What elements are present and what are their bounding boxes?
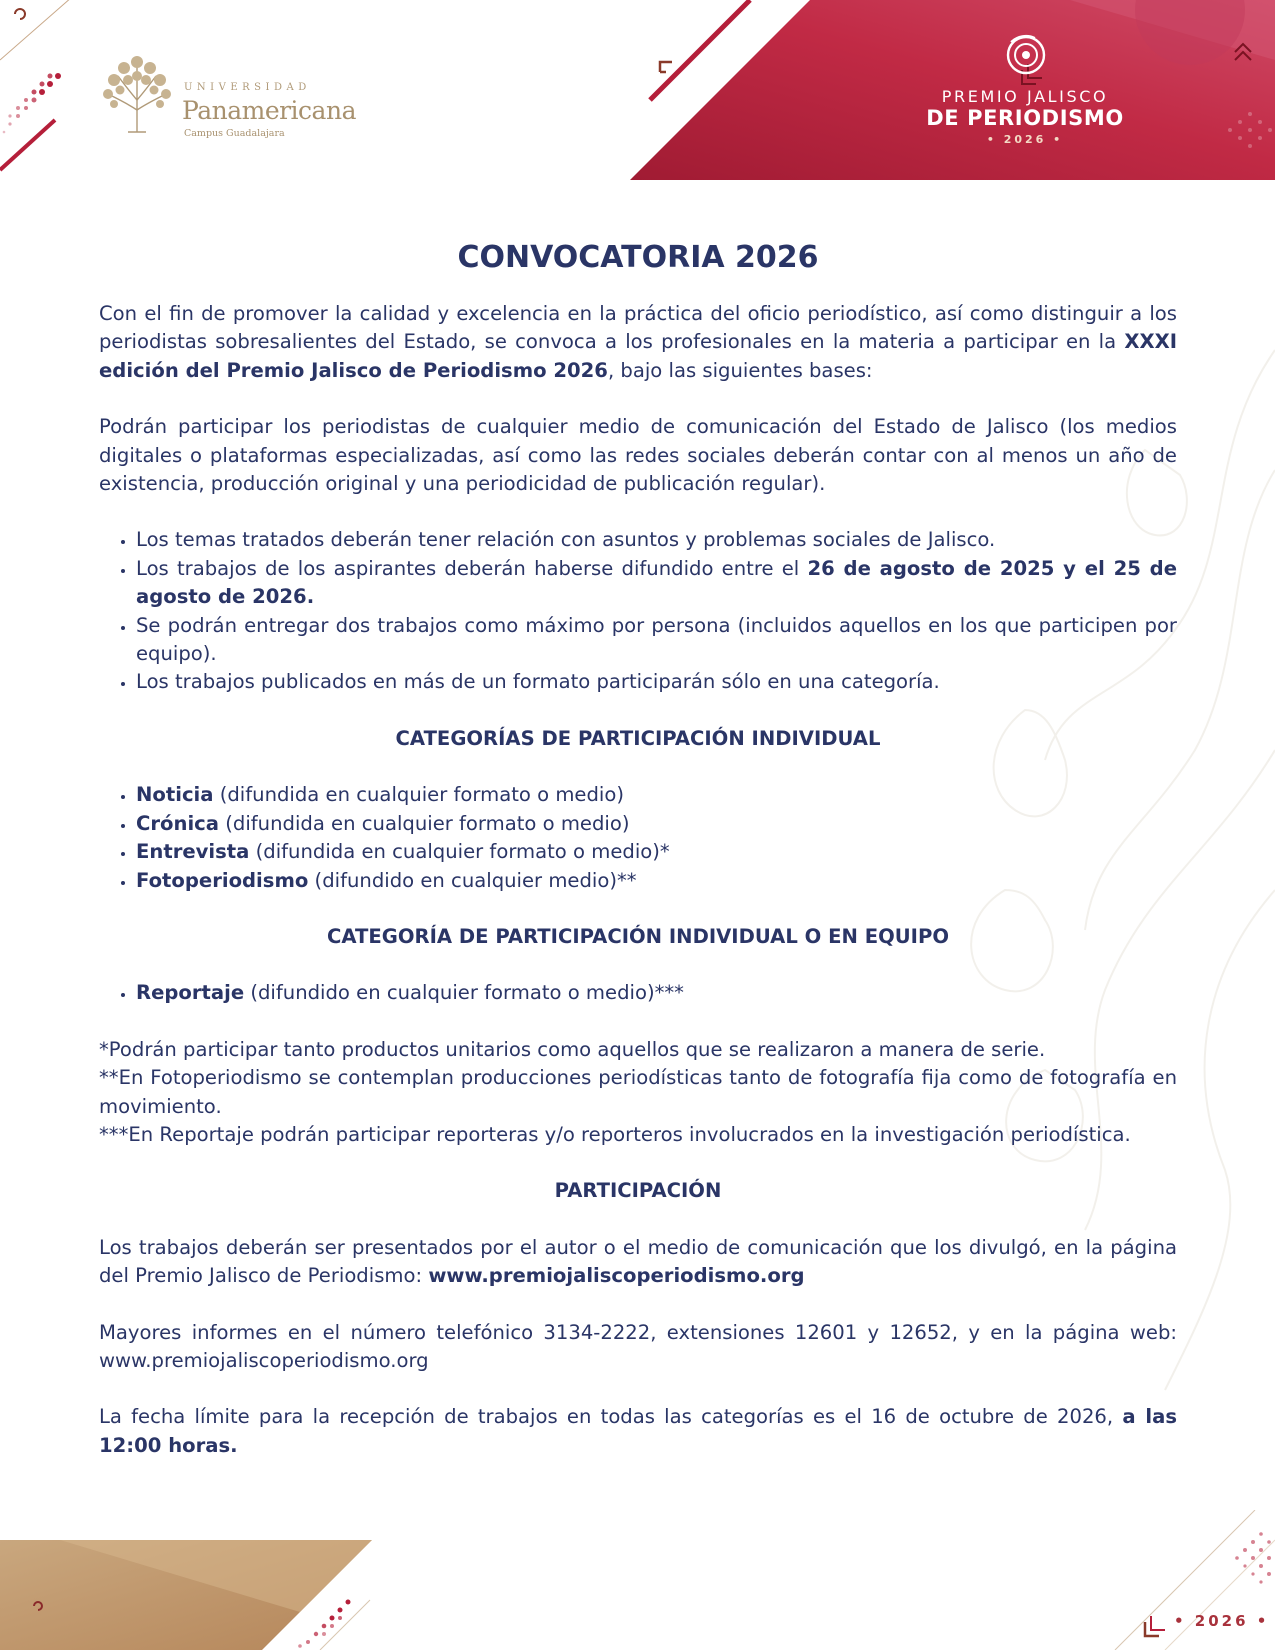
footnote: **En Fotoperiodismo se contemplan producciones periodísticas tanto de fotografía fija como de fotografía en movimiento. — [99, 1066, 1177, 1118]
participation-heading: PARTICIPACIÓN — [554, 1179, 722, 1203]
list-item: • Los trabajos publicados en más de un formato participarán sólo en una categoría. — [136, 668, 1177, 696]
list-item — [136, 979, 1177, 1007]
intro-paragraph — [99, 300, 1177, 385]
document-body — [99, 234, 1177, 1460]
intro-text-end: , bajo las siguientes bases: — [607, 358, 873, 382]
footnote: ***En Reportaje podrán participar reporteras y/o reporteros involucrados en la investigación periodística. — [99, 1122, 1131, 1146]
list-item — [136, 555, 1177, 612]
team-categories-list — [99, 979, 1177, 1007]
contact-paragraph — [99, 1319, 1177, 1376]
footer-decoration-left — [0, 1540, 380, 1650]
category-description: (difundida en cualquier formato o medio) — [219, 811, 630, 835]
footnotes — [99, 1036, 1177, 1150]
contact-text: Mayores informes en el número telefónico 3134-2222, extensiones 12601 y 12652, y en la página web: — [99, 1320, 1177, 1344]
category-name: Fotoperiodismo — [136, 868, 309, 892]
campus-label: Campus Guadalajara — [184, 128, 285, 139]
category-name: Reportaje — [136, 981, 245, 1005]
list-item — [136, 781, 1177, 809]
emblem-icon — [1005, 34, 1047, 76]
team-category-heading: CATEGORÍA DE PARTICIPACIÓN INDIVIDUAL O EN EQUIPO — [327, 924, 949, 948]
university-logo — [98, 52, 398, 142]
category-description: (difundida en cualquier formato o medio)* — [249, 840, 670, 864]
deadline-paragraph — [99, 1403, 1177, 1460]
category-name: Entrevista — [136, 840, 250, 864]
website-link[interactable]: www.premiojaliscoperiodismo.org — [99, 1348, 429, 1372]
category-name: Crónica — [136, 811, 220, 835]
premio-title-line1: PREMIO JALISCO — [941, 87, 1109, 106]
category-description: (difundido en cualquier formato o medio)*** — [244, 981, 684, 1005]
document-title: CONVOCATORIA 2026 — [457, 240, 819, 275]
footnote: *Podrán participar tanto productos unitarios como aquellos que se realizaron a manera de serie. — [99, 1037, 1046, 1061]
premio-logo — [920, 30, 1130, 150]
university-label: UNIVERSIDAD — [184, 82, 311, 93]
list-item: • Los temas tratados deberán tener relación con asuntos y problemas sociales de Jalisco. — [136, 526, 1177, 554]
tree-icon — [98, 52, 176, 136]
category-description: (difundido en cualquier medio)** — [308, 868, 637, 892]
list-item — [136, 867, 1177, 895]
footer-year: • 2026 • — [1174, 1612, 1270, 1630]
corner-decoration — [0, 0, 90, 190]
participation-text: Los trabajos deberán ser presentados por el autor o el medio de comunicación que los divulgó, en la página del Premio Jalisco de Periodismo: — [99, 1235, 1177, 1288]
individual-categories-heading: CATEGORÍAS DE PARTICIPACIÓN INDIVIDUAL — [395, 726, 881, 750]
list-item — [136, 838, 1177, 866]
eligibility-paragraph: Podrán participar los periodistas de cualquier medio de comunicación del Estado de Jalisco (los medios digitales o plataformas especializadas, así como las redes sociales deberán contar con al menos un año de existencia, producción original y una periodicidad de publicación regular). — [99, 415, 1177, 496]
bases-list — [99, 526, 1177, 696]
university-name: Panamericana — [182, 96, 356, 125]
list-item-text: Los trabajos de los aspirantes deberán haberse difundido entre el — [136, 556, 808, 580]
category-name: Noticia — [136, 783, 214, 807]
intro-highlight: XXXI edición del Premio Jalisco de Periodismo 2026 — [99, 330, 1177, 382]
list-item-highlight: 26 de agosto de 2025 y el 25 de agosto de 2026. — [136, 556, 1177, 609]
participation-paragraph — [99, 1234, 1177, 1291]
intro-text: Con el fin de promover la calidad y excelencia en la práctica del oficio periodístico, así como distinguir a los periodistas sobresalientes del Estado, se convoca a los profesionales en la materia a participar en la — [99, 302, 1177, 354]
category-description: (difundida en cualquier formato o medio) — [213, 783, 624, 807]
deadline-time: a las 12:00 horas. — [99, 1405, 1177, 1457]
website-link[interactable]: www.premiojaliscoperiodismo.org — [428, 1264, 805, 1288]
list-item — [136, 810, 1177, 838]
premio-year: • 2026 • — [986, 133, 1064, 146]
deadline-text: La fecha límite para la recepción de trabajos en todas las categorías es el 16 de octubre de 2026, — [99, 1405, 1123, 1429]
list-item: • Se podrán entregar dos trabajos como máximo por persona (incluidos aquellos en los que participen por equipo). — [136, 612, 1177, 669]
premio-title-line2: DE PERIODISMO — [926, 106, 1124, 130]
individual-categories-list — [99, 781, 1177, 895]
